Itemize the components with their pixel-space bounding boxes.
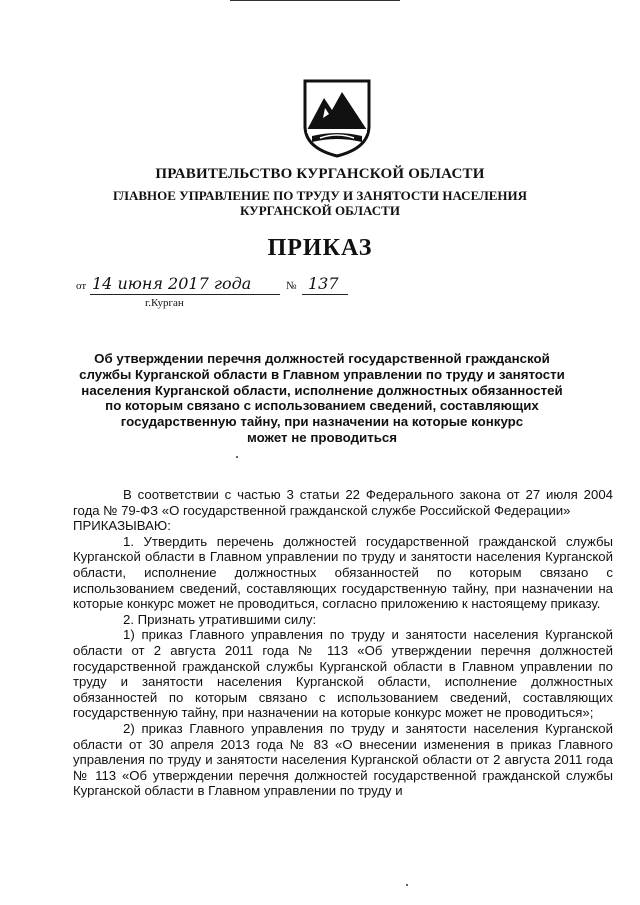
scan-speck [406,884,408,886]
number-underline [302,294,348,295]
item-2-paragraph: 2. Признать утратившими силу: [123,611,317,627]
document-type-title: ПРИКАЗ [267,235,373,261]
scan-edge-line [230,0,400,1]
title-line: государственную тайну, при назначении на которые конкурс [120,414,524,430]
handwritten-number: 137 [308,274,339,293]
coat-of-arms-icon [302,78,372,158]
title-line: по которым связано с использованием сведений, составляющих [105,398,539,414]
order-title [72,351,572,446]
date-number-line [76,274,339,293]
org-name-line3: КУРГАНСКОЙ ОБЛАСТИ [240,203,400,218]
item-2-1-paragraph: 1) приказ Главного управления по труду и занятости населения Курганской области от 2 августа 2011 года № 113 «Об утверждении перечня должностей государственной гражданской службы Курганской области в Главном управлении по труду и занятости населения Курганской области, исполнение должностных обязанностей по которым связано с использованием сведений, составляющих государственную тайну, при назначении на которые конкурс может не проводиться»; [73,627,613,721]
number-prefix: № [286,280,297,292]
org-name-line1: ПРАВИТЕЛЬСТВО КУРГАНСКОЙ ОБЛАСТИ [155,166,485,182]
title-line: службы Курганской области в Главном управлении по труду и занятости [79,366,565,382]
handwritten-date: 14 июня 2017 года [92,274,252,293]
date-underline [90,294,280,295]
order-word: ПРИКАЗЫВАЮ: [73,518,171,534]
title-line: населения Курганской области, исполнение должностных обязанностей [81,382,563,398]
item-1-paragraph: 1. Утвердить перечень должностей государственной гражданской службы Курганской области в Главном управлении по труду и занятости населения Курганской области, исполнение должностных обязанностей по которым связано с использованием сведений, составляющих государственную тайну, при назначении на которые конкурс может не проводиться, согласно приложению к настоящему приказу. [73,533,613,612]
date-prefix: от [76,280,87,292]
title-line: может не проводиться [246,429,398,445]
order-body [73,487,613,799]
scan-speck [236,456,238,458]
org-name-block [0,188,640,218]
title-line: Об утверждении перечня должностей государственной гражданской [94,351,550,366]
org-name-line2: ГЛАВНОЕ УПРАВЛЕНИЕ ПО ТРУДУ И ЗАНЯТОСТИ НАСЕЛЕНИЯ [112,188,528,203]
city-label: г.Курган [145,297,184,309]
preamble-paragraph: В соответствии с частью 3 статьи 22 Федерального закона от 27 июля 2004 года № 79-ФЗ «О государственной гражданской службе Российской Федерации» [73,487,613,518]
item-2-2-paragraph: 2) приказ Главного управления по труду и занятости населения Курганской области от 30 апреля 2013 года № 83 «О внесении изменения в приказ Главного управления по труду и занятости населения Курганской области от 2 августа 2011 года № 113 «Об утверждении перечня должностей государственной гражданской службы Курганской области в Главном управлении по труду и [73,720,613,799]
